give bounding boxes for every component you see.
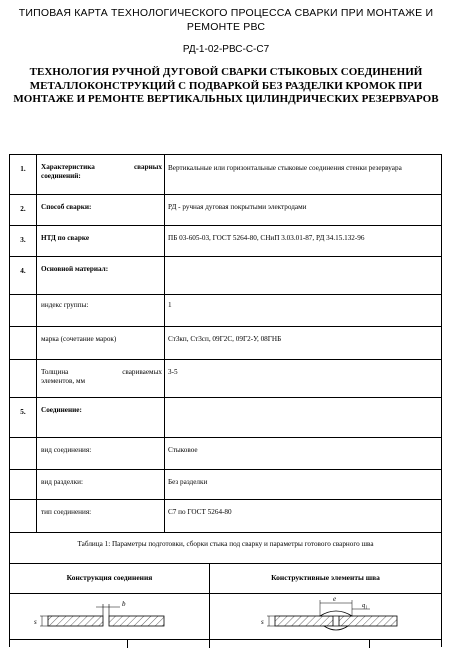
drawing-row [10, 593, 441, 639]
table-row [10, 294, 441, 326]
row-number: 3. [10, 226, 37, 256]
row-label: Основной материал: [37, 257, 165, 294]
joint-drawing-cell [10, 594, 210, 639]
row-label: вид соединения: [37, 438, 165, 469]
table-row [10, 326, 441, 359]
weld-thickness-label: s [261, 618, 264, 626]
row-value [165, 257, 441, 294]
welding-spec-table [9, 154, 442, 647]
row-number [10, 500, 37, 532]
row-label: Соединение: [37, 398, 165, 437]
weld-elements-header: Конструктивные элементы шва [271, 573, 380, 582]
gap-label: b [122, 600, 126, 608]
thickness-label: s [34, 618, 37, 626]
table-caption-row [10, 532, 441, 563]
row-value: С7 по ГОСТ 5264-80 [168, 508, 232, 516]
reinforcement-label: q₁ [362, 602, 368, 609]
row-label: индекс группы: [37, 295, 165, 326]
row-number [10, 360, 37, 397]
weld-drawing-cell [210, 594, 441, 639]
row-number: 2. [10, 195, 37, 225]
title-line-3: МОНТАЖЕ И РЕМОНТЕ ВЕРТИКАЛЬНЫХ ЦИЛИНДРИЧЕСКИХ РЕЗЕРВУАРОВ [13, 93, 439, 105]
row-number [10, 470, 37, 499]
document-header [0, 6, 452, 34]
table-row [10, 397, 441, 437]
row-number: 1. [10, 155, 37, 194]
table-row [10, 155, 441, 194]
row-value: Стыковое [168, 446, 198, 454]
table-row [10, 194, 441, 225]
table-caption: Таблица 1: Параметры подготовки, сборки стыка под сварку и параметры готового сварного шва [77, 540, 374, 548]
table-row [10, 437, 441, 469]
table-row [10, 469, 441, 499]
row-number: 5. [10, 398, 37, 437]
width-label: e [333, 595, 337, 603]
document-title [8, 66, 444, 107]
row-label: марка (сочетание марок) [37, 327, 165, 359]
row-label: вид разделки: [37, 470, 165, 499]
row-label: тип соединения: [37, 500, 165, 532]
row-label: Толщина свариваемых элементов, мм [37, 360, 165, 397]
row-number [10, 327, 37, 359]
title-line-2: МЕТАЛЛОКОНСТРУКЦИЙ С ПОДВАРКОЙ БЕЗ РАЗДЕЛКИ КРОМОК ПРИ [29, 79, 423, 92]
row-value: Вертикальные или горизонтальные стыковые соединения стенки резервуара [168, 164, 402, 172]
table-row [10, 256, 441, 294]
title-line-1: ТЕХНОЛОГИЯ РУЧНОЙ ДУГОВОЙ СВАРКИ СТЫКОВЫХ СОЕДИНЕНИЙ [29, 66, 423, 78]
row-value: Ст3кп, Ст3сп, 09Г2С, 09Г2-У, 08ГНБ [168, 335, 282, 343]
weld-drawing [210, 594, 440, 639]
table-row [10, 225, 441, 256]
header-line-1: ТИПОВАЯ КАРТА ТЕХНОЛОГИЧЕСКОГО ПРОЦЕССА СВАРКИ ПРИ МОНТАЖЕ И [18, 7, 434, 19]
row-label: НТД по сварке [37, 226, 165, 256]
row-value: Без разделки [168, 478, 208, 486]
row-value [165, 398, 441, 437]
drawing-header-row [10, 563, 441, 593]
row-label: Характеристика сварных соединений: [37, 155, 165, 194]
row-value: РД - ручная дуговая покрытыми электродами [168, 203, 307, 211]
header-line-2: РЕМОНТЕ РВС [186, 21, 266, 33]
row-number [10, 438, 37, 469]
joint-drawing [10, 594, 209, 639]
row-number [10, 295, 37, 326]
joint-design-header: Конструкция соединения [10, 564, 210, 593]
row-number: 4. [10, 257, 37, 294]
row-value: ПБ 03-605-03, ГОСТ 5264-80, СНиП 3.03.01-87, РД 34.15.132-96 [168, 234, 365, 242]
document-code: РД-1-02-РВС-С-С7 [182, 44, 270, 55]
table-row [10, 359, 441, 397]
table-row [10, 499, 441, 532]
row-value: 1 [168, 301, 172, 309]
row-label: Способ сварки: [37, 195, 165, 225]
row-value: 3-5 [168, 368, 178, 376]
